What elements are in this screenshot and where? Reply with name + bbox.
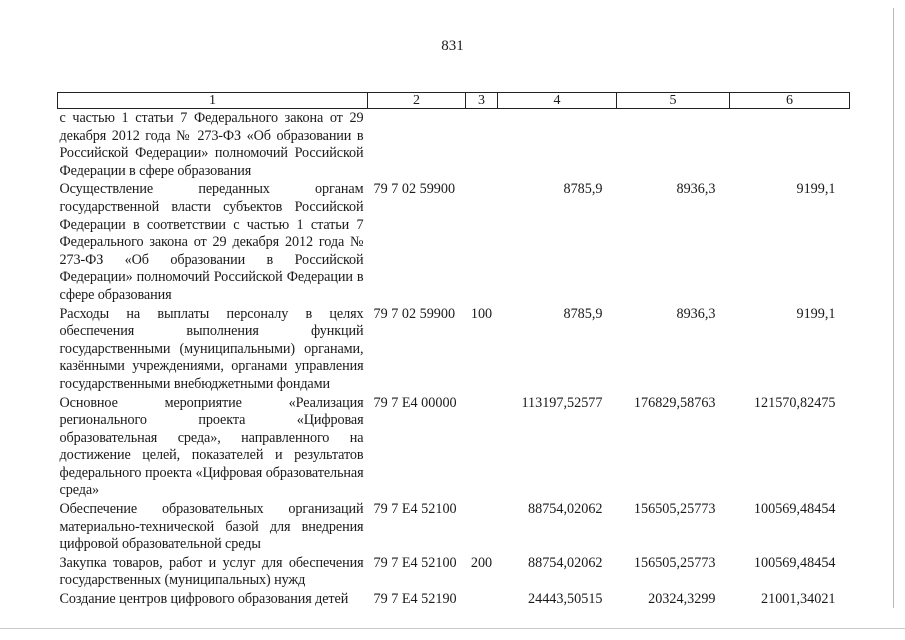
row-amount-year2: 156505,25773 xyxy=(633,501,716,518)
row-expense-type: 200 xyxy=(470,554,493,571)
row-amount-year3: 121570,82475 xyxy=(753,394,836,411)
budget-table xyxy=(57,92,850,609)
row-amount-year1: 88754,02062 xyxy=(528,501,603,518)
row-amount-year1: 88754,02062 xyxy=(528,554,603,571)
row-code xyxy=(368,109,466,181)
table-row xyxy=(58,500,850,554)
row-code: 79 7 E4 52190 xyxy=(373,591,457,608)
page-number: 831 xyxy=(441,38,464,54)
row-amount-year3 xyxy=(730,109,850,181)
row-expense-type xyxy=(466,180,498,304)
row-description: Закупка товаров, работ и услуг для обеспечения государственных (муниципальных) нужд xyxy=(59,554,364,589)
header-col-5: 5 xyxy=(617,93,730,109)
table-row xyxy=(58,554,850,590)
row-description: Создание центров цифрового образования детей xyxy=(59,591,349,608)
row-description: Осуществление переданных органам государственной власти субъектов Российской Федерации в соответствии с частью 1 статьи 7 Федерального закона от 29 декабря 2012 года № 273-ФЗ «Об образовании в Российской Федерации» полномочий Российской Федерации в сфере образования xyxy=(59,181,364,303)
row-amount-year2: 156505,25773 xyxy=(633,554,716,571)
row-amount-year2: 176829,58763 xyxy=(633,394,716,411)
row-code: 79 7 02 59900 xyxy=(373,181,456,198)
row-expense-type xyxy=(466,590,498,609)
row-amount-year1: 24443,50515 xyxy=(528,591,603,608)
row-code: 79 7 E4 52100 xyxy=(373,554,457,571)
row-amount-year1: 8785,9 xyxy=(563,181,603,198)
scan-edge-right xyxy=(893,8,894,608)
row-amount-year3: 21001,34021 xyxy=(761,591,836,608)
row-amount-year1 xyxy=(498,109,617,181)
row-expense-type xyxy=(466,109,498,181)
table-row xyxy=(58,180,850,304)
row-amount-year3: 100569,48454 xyxy=(753,501,836,518)
row-expense-type xyxy=(466,394,498,501)
row-amount-year3: 9199,1 xyxy=(796,181,836,198)
row-amount-year3: 100569,48454 xyxy=(753,554,836,571)
header-row xyxy=(58,93,850,109)
table-row xyxy=(58,590,850,609)
header-col-6: 6 xyxy=(730,93,850,109)
row-description: Обеспечение образовательных организаций материально-технической базой для внедрения цифровой образовательной среды xyxy=(59,501,364,553)
header-col-4: 4 xyxy=(498,93,617,109)
scan-edge-bottom xyxy=(0,628,905,629)
row-code: 79 7 02 59900 xyxy=(373,305,456,322)
row-amount-year2 xyxy=(617,109,730,181)
table-row xyxy=(58,305,850,394)
row-expense-type: 100 xyxy=(470,305,493,322)
row-code: 79 7 E4 52100 xyxy=(373,501,457,518)
table-row xyxy=(58,109,850,181)
row-description: Основное мероприятие «Реализация регионального проекта «Цифровая образовательная среда», направленного на достижение целей, показателей и результатов федерального проекта «Цифровая образовательная среда» xyxy=(59,394,364,499)
row-expense-type xyxy=(466,500,498,554)
row-amount-year1: 113197,52577 xyxy=(521,394,603,411)
row-description: с частью 1 статьи 7 Федерального закона от 29 декабря 2012 года № 273-ФЗ «Об образовании в Российской Федерации» полномочий Российской Федерации в сфере образования xyxy=(59,110,364,179)
row-code: 79 7 E4 00000 xyxy=(373,394,457,411)
row-amount-year2: 8936,3 xyxy=(676,181,716,198)
row-amount-year1: 8785,9 xyxy=(563,305,603,322)
row-description: Расходы на выплаты персоналу в целях обеспечения выполнения функций государственными (муниципальными) органами, казёнными учреждениями, органами управления государственными внебюджетными фондами xyxy=(59,305,364,392)
row-amount-year2: 20324,3299 xyxy=(648,591,716,608)
row-amount-year3: 9199,1 xyxy=(796,305,836,322)
header-col-1: 1 xyxy=(58,93,368,109)
table-row xyxy=(58,394,850,501)
header-col-3: 3 xyxy=(466,93,498,109)
row-amount-year2: 8936,3 xyxy=(676,305,716,322)
header-col-2: 2 xyxy=(368,93,466,109)
